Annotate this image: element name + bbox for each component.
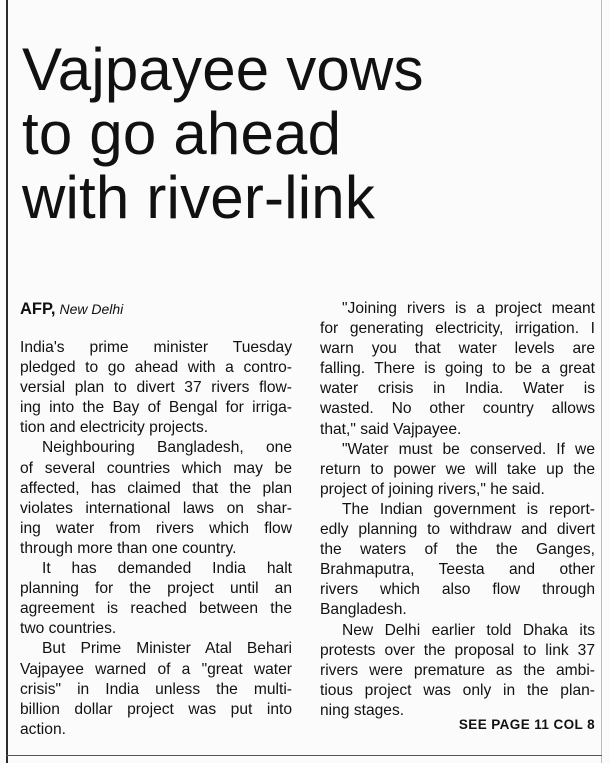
text-line: "Joining rivers is a project meant <box>342 300 595 317</box>
text-line: billion dollar project was put into <box>20 700 292 718</box>
text-line: two countries. <box>20 620 117 638</box>
byline: AFP, New Delhi <box>20 300 124 318</box>
article-paragraph <box>20 559 292 639</box>
text-line: violates international laws on shar- <box>20 499 292 517</box>
text-line: tious project was only in the plan- <box>320 681 595 699</box>
text-line: Vajpayee warned of a "great water <box>20 660 292 678</box>
article-paragraph <box>320 621 595 721</box>
byline-agency: AFP <box>20 300 51 318</box>
article-bottom-rule <box>6 755 602 756</box>
text-line: protests over the proposal to link 37 <box>320 641 595 659</box>
text-line: of several countries which may be <box>20 459 292 477</box>
headline-line: to go ahead <box>22 100 342 167</box>
article-paragraph <box>320 299 595 440</box>
article-column-right <box>320 299 595 721</box>
text-line: wasted. No other country allows <box>320 400 595 418</box>
text-line: planning for the project until an <box>20 580 292 598</box>
text-line: project of joining rivers," he said. <box>320 480 545 498</box>
text-line: pledged to go ahead with a contro- <box>20 359 292 377</box>
text-line: warn you that water levels are <box>320 340 595 358</box>
text-line: India's prime minister Tuesday <box>20 339 292 356</box>
text-line: edly planning to withdraw and divert <box>320 521 595 539</box>
headline-line: Vajpayee vows <box>22 36 424 103</box>
text-line: But Prime Minister Atal Behari <box>42 640 292 658</box>
text-line: Neighbouring Bangladesh, one <box>42 439 292 457</box>
article-paragraph <box>320 440 595 500</box>
column-rule-left <box>6 0 8 763</box>
column-rule-right <box>601 0 602 763</box>
article-paragraph <box>320 500 595 621</box>
text-line: rivers were premature as the ambi- <box>320 661 595 679</box>
text-line: through more than one country. <box>20 539 237 557</box>
text-line: falling. There is going to be a great <box>320 360 595 378</box>
left-column-body <box>20 338 292 740</box>
text-line: The Indian government is report- <box>342 500 595 518</box>
text-line: New Delhi earlier told Dhaka its <box>342 621 595 639</box>
continuation-note: SEE PAGE 11 COL 8 <box>458 717 595 732</box>
text-line: action. <box>20 720 66 738</box>
text-line: ing into the Bay of Bengal for irriga- <box>20 399 292 417</box>
text-line: that," said Vajpayee. <box>320 420 462 438</box>
text-line: ing water from rivers which flow <box>20 519 292 537</box>
article-paragraph <box>20 438 292 559</box>
text-line: for generating electricity, irrigation. I <box>320 320 595 338</box>
headline <box>22 38 597 230</box>
text-line: versial plan to divert 37 rivers flow- <box>20 379 292 397</box>
text-line: the waters of the the Ganges, <box>320 541 595 559</box>
text-line: rivers which also flow through <box>320 581 595 599</box>
text-line: Bangladesh. <box>320 601 407 619</box>
text-line: tion and electricity projects. <box>20 419 209 437</box>
text-line: ning stages. <box>320 701 405 719</box>
text-line: crisis" in India unless the multi- <box>20 680 292 698</box>
text-line: return to power we will take up the <box>320 460 595 478</box>
article-paragraph <box>20 639 292 739</box>
right-column-body <box>320 299 595 721</box>
byline-place: New Delhi <box>59 301 124 317</box>
article-column-left <box>20 299 292 740</box>
text-line: water crisis in India. Water is <box>320 380 595 398</box>
text-line: affected, has claimed that the plan <box>20 479 292 497</box>
text-line: "Water must be conserved. If we <box>342 440 595 458</box>
text-line: agreement is reached between the <box>20 600 292 618</box>
text-line: It has demanded India halt <box>42 560 292 578</box>
headline-line: with river-link <box>22 164 376 231</box>
article-paragraph <box>20 338 292 438</box>
text-line: Brahmaputra, Teesta and other <box>320 561 595 579</box>
